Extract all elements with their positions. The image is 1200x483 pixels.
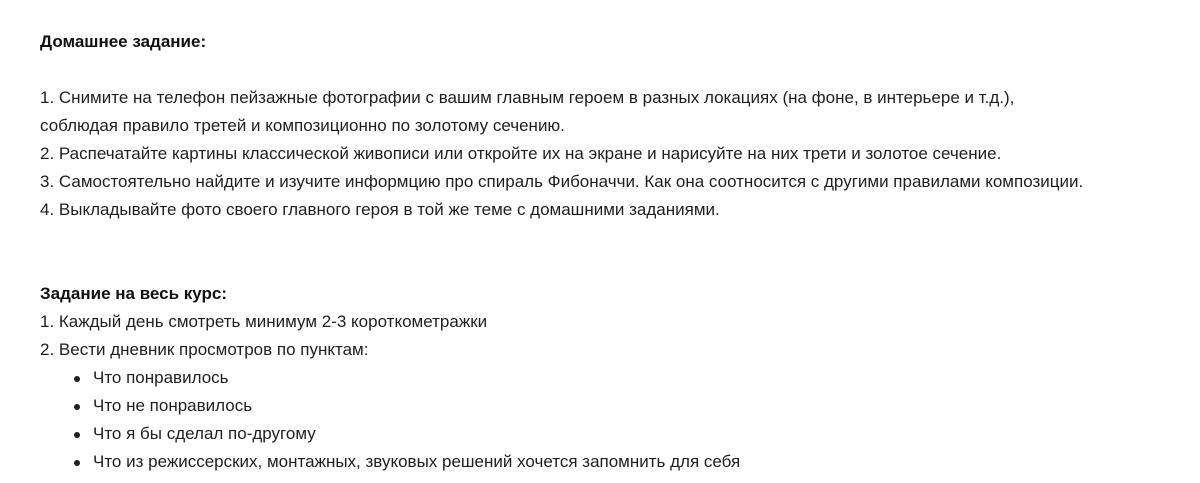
list-item-text: Что понравилось: [93, 368, 229, 387]
list-item-text: Что не понравилось: [93, 396, 253, 415]
diary-points-list: [40, 364, 1190, 476]
bullet-icon: [74, 404, 80, 410]
list-item: [40, 420, 1190, 448]
homework-item-1-line-2: соблюдая правило третей и композиционно по золотому сечению.: [40, 116, 565, 135]
homework-item-1-line-1: 1. Снимите на телефон пейзажные фотографии с вашим главным героем в разных локациях (на фоне, в интерьере и т.д.),: [40, 88, 1015, 107]
homework-heading: Домашнее задание:: [40, 32, 207, 51]
document-content: [40, 28, 1190, 476]
course-task-heading: Задание на весь курс:: [40, 284, 228, 303]
bullet-icon: [74, 460, 80, 466]
course-task-item-1: 1. Каждый день смотреть минимум 2-3 короткометражки: [40, 312, 488, 331]
bullet-icon: [74, 432, 80, 438]
homework-item-4: 4. Выкладывайте фото своего главного героя в той же теме с домашними заданиями.: [40, 200, 720, 219]
list-item: [40, 392, 1190, 420]
homework-item-3: 3. Самостоятельно найдите и изучите информцию про спираль Фибоначчи. Как она соотносится с другими правилами композиции.: [40, 172, 1084, 191]
list-item-text: Что я бы сделал по-другому: [93, 424, 316, 443]
spacer: [40, 56, 1190, 84]
spacer: [40, 224, 1190, 280]
course-task-item-2: 2. Вести дневник просмотров по пунктам:: [40, 340, 369, 359]
list-item: [40, 364, 1190, 392]
bullet-icon: [74, 376, 80, 382]
list-item: [40, 448, 1190, 476]
homework-item-2: 2. Распечатайте картины классической живописи или откройте их на экране и нарисуйте на них трети и золотое сечение.: [40, 144, 1002, 163]
list-item-text: Что из режиссерских, монтажных, звуковых решений хочется запомнить для себя: [93, 452, 741, 471]
